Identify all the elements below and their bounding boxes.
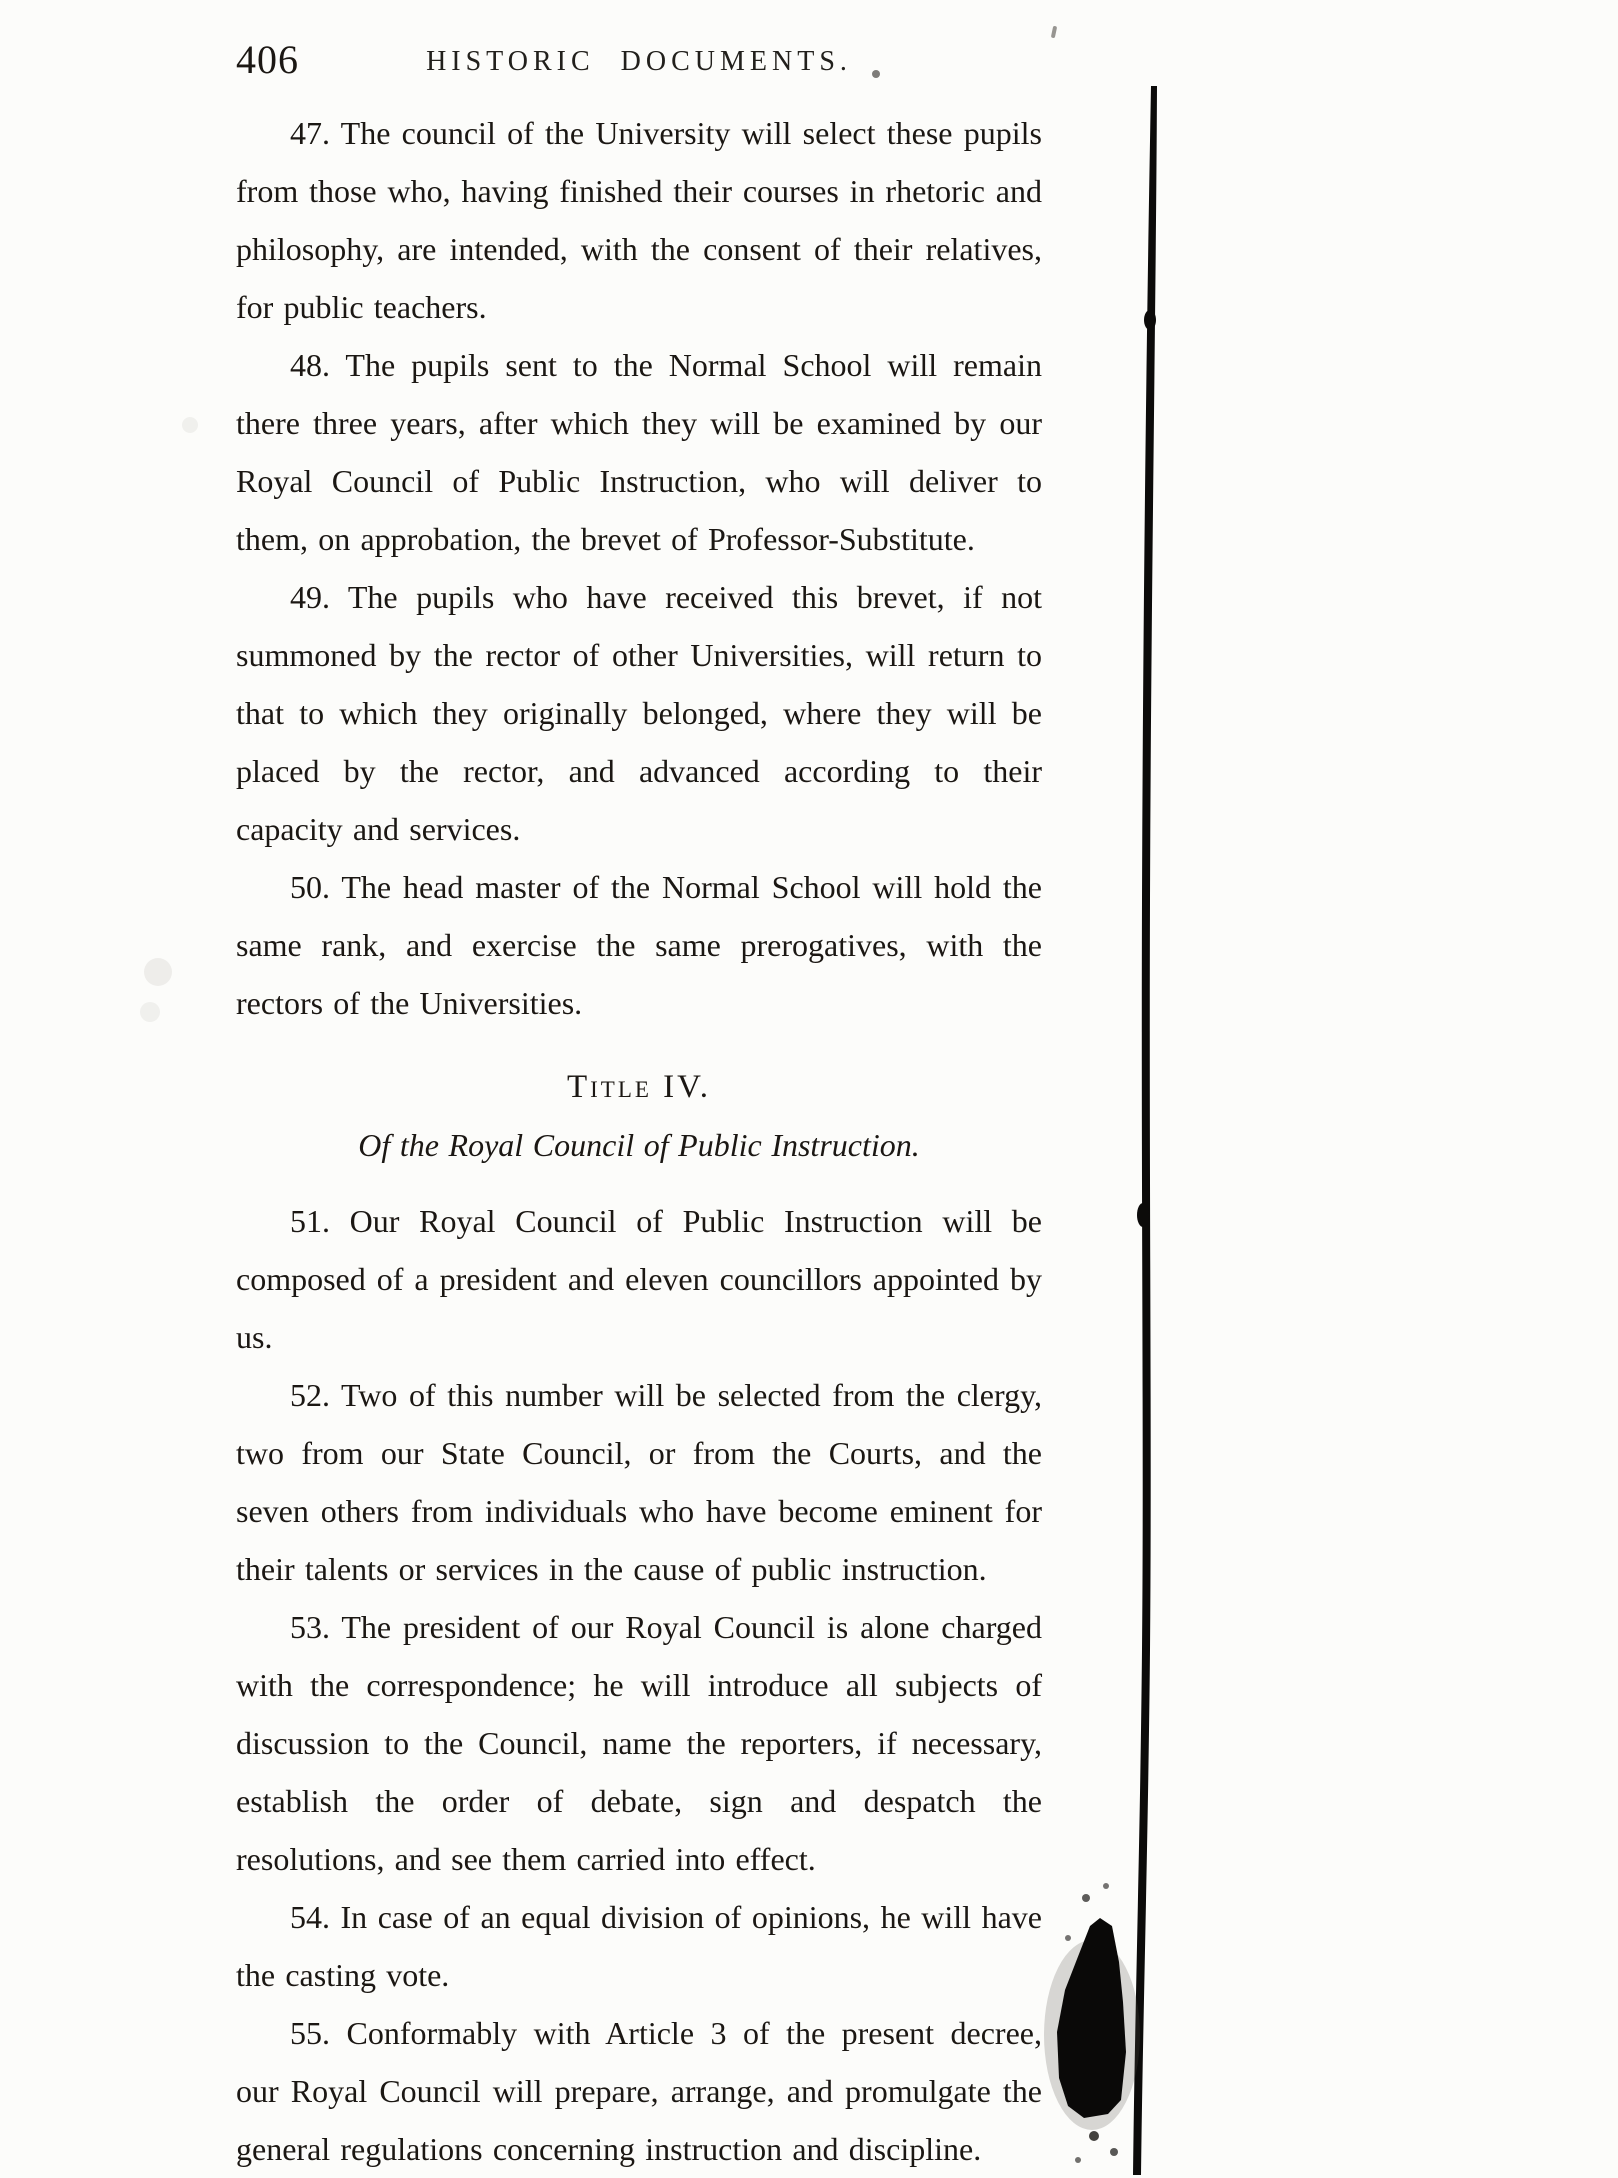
ink-speck [1103,1883,1109,1889]
ink-speck [1082,1894,1090,1902]
paragraph-47: 47. The council of the University will select these pupils from those who, having finished their courses in rhetoric and philosophy, are intended, with the consent of their relatives, for public teachers. [236,115,1042,325]
section-subtitle: Of the Royal Council of Public Instruction. [358,1127,920,1163]
margin-smudge [144,958,172,986]
spine-shadow-line [1133,86,1157,2175]
section-title: Title IV. [566,1069,712,1105]
page-header [236,36,1042,100]
paragraph-51: 51. Our Royal Council of Public Instruction will be composed of a president and eleven councillors appointed by us. [236,1203,1042,1355]
paragraph-49: 49. The pupils who have received this brevet, if not summoned by the rector of other Universities, will return to that to which they originally belonged, where they will be placed by the rector, and advanced according to their capacity and services. [236,579,1042,847]
spine-tick [1137,1203,1149,1227]
paragraph-48: 48. The pupils sent to the Normal School will remain there three years, after which they will be examined by our Royal Council of Public Instruction, who will deliver to them, on approbation, the brevet of Professor-Substitute. [236,347,1042,557]
paragraph-53: 53. The president of our Royal Council is alone charged with the correspondence; he will introduce all subjects of discussion to the Council, name the reporters, if necessary, establish the order of debate, sign and despatch the resolutions, and see them carried into effect. [236,1609,1042,1877]
ink-speck [1089,2131,1099,2141]
ink-speck [1065,1935,1071,1941]
ink-smudge [1057,1918,1126,2118]
spine-tick [1144,310,1156,330]
paragraph-54: 54. In case of an equal division of opinions, he will have the casting vote. [236,1899,1042,1993]
margin-smudge [140,1002,160,1022]
margin-smudge [182,417,198,433]
ink-speck [1075,2157,1081,2163]
paragraph-50: 50. The head master of the Normal School will hold the same rank, and exercise the same prerogatives, with the rectors of the Universities. [236,869,1042,1021]
ink-speck [1110,2148,1118,2156]
ink-smudge-halo [1044,1940,1140,2130]
running-header: HISTORIC DOCUMENTS. [426,46,852,77]
paragraph-55: 55. Conformably with Article 3 of the present decree, our Royal Council will prepare, arrange, and promulgate the general regulations concerning instruction and discipline. [236,2015,1042,2167]
text-block [236,104,1042,2178]
stray-mark [1051,26,1057,39]
paragraph-52: 52. Two of this number will be selected from the clergy, two from our State Council, or from the Courts, and the seven others from individuals who have become eminent for their talents or services in the cause of public instruction. [236,1377,1042,1587]
page-number: 406 [236,37,299,82]
